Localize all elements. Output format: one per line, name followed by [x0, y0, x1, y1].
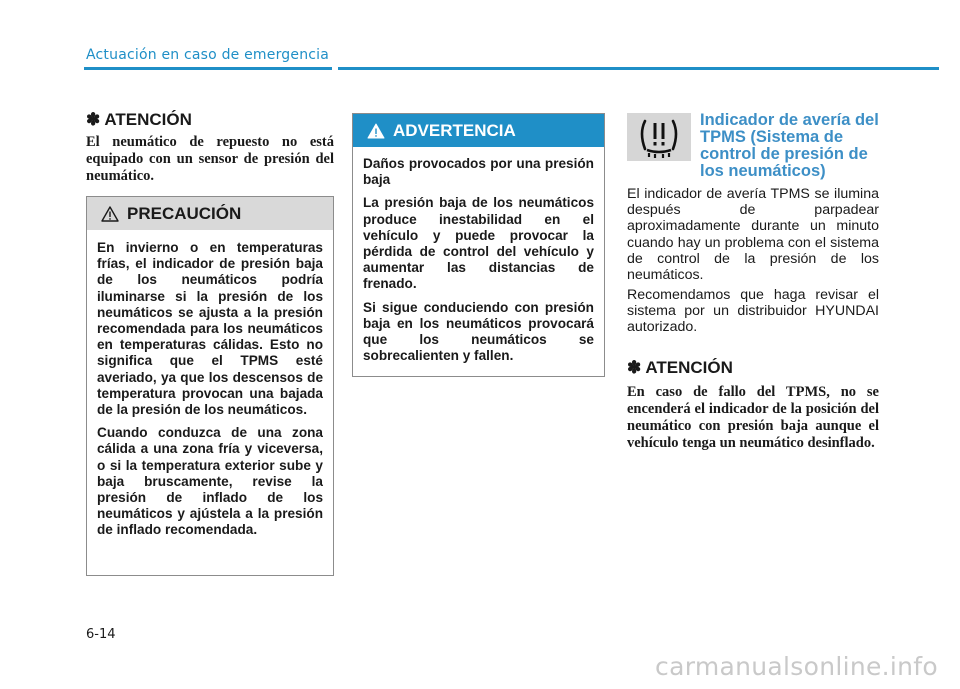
caution-paragraph-1: En invierno o en temperaturas frías, el indicador de presión baja de los neumáticos podría iluminarse si la presión de los neumáticos se ajusta a la presión recomendada para los neumáticos en temperaturas cálidas. Esto no significa que el TPMS esté averiado, ya que los descensos de temperatura provocan una bajada de la presión de los neumáticos.: [97, 240, 323, 418]
attention-body: En caso de fallo del TPMS, no se encenderá el indicador de la posición del neumático con presión baja aunque el vehículo tenga un neumático desinflado.: [627, 384, 879, 451]
warning-title: ADVERTENCIA: [393, 120, 516, 140]
left-attention-block: [86, 110, 334, 185]
tpms-malfunction-icon: [627, 113, 691, 161]
header-rule: [84, 67, 939, 70]
page-number: 6-14: [86, 627, 116, 642]
caution-body: [87, 230, 333, 554]
tpms-paragraph-2: Recomendamos que haga revisar el sistema por un distribuidor HYUNDAI autorizado.: [627, 287, 879, 336]
warning-box: [352, 113, 605, 377]
tpms-paragraph-1: El indicador de avería TPMS se ilumina después de parpadear aproximadamente durante un minuto cuando hay un problema con el sistema de control de la presión de los neumáticos.: [627, 186, 879, 284]
tpms-section-title: Indicador de avería del TPMS (Sistema de control de presión de los neumáticos): [700, 111, 879, 180]
caution-paragraph-2: Cuando conduzca de una zona cálida a una zona fría y viceversa, o si la temperatura exterior sube y baja bruscamente, revise la presión de inflado de los neumáticos y ajústela a la presión de inflado recomendada.: [97, 425, 323, 538]
header-rule-gap: [332, 67, 338, 70]
warning-paragraph-2: La presión baja de los neumáticos produce inestabilidad en el vehículo y puede provocar la pérdida de control del vehículo y aumentar las distancias de frenado.: [363, 195, 594, 292]
warning-paragraph-1: Daños provocados por una presión baja: [363, 156, 594, 188]
warning-triangle-icon: [101, 206, 119, 222]
warning-triangle-icon: [367, 123, 385, 139]
warning-header: [353, 114, 604, 147]
caution-header: [87, 197, 333, 230]
warning-paragraph-3: Si sigue conduciendo con presión baja en los neumáticos provocará que los neumáticos se sobrecalienten y fallen.: [363, 299, 594, 364]
caution-box: [86, 196, 334, 576]
watermark: carmanualsonline.info: [655, 652, 938, 681]
caution-title: PRECAUCIÓN: [127, 203, 242, 223]
right-attention-block: [627, 358, 879, 452]
warning-body: [353, 147, 604, 379]
attention-body: El neumático de repuesto no está equipado con un sensor de presión del neumático.: [86, 134, 334, 184]
attention-title: ✽ ATENCIÓN: [627, 358, 733, 377]
attention-title: ✽ ATENCIÓN: [86, 110, 192, 129]
section-header-title: Actuación en caso de emergencia: [86, 47, 330, 63]
